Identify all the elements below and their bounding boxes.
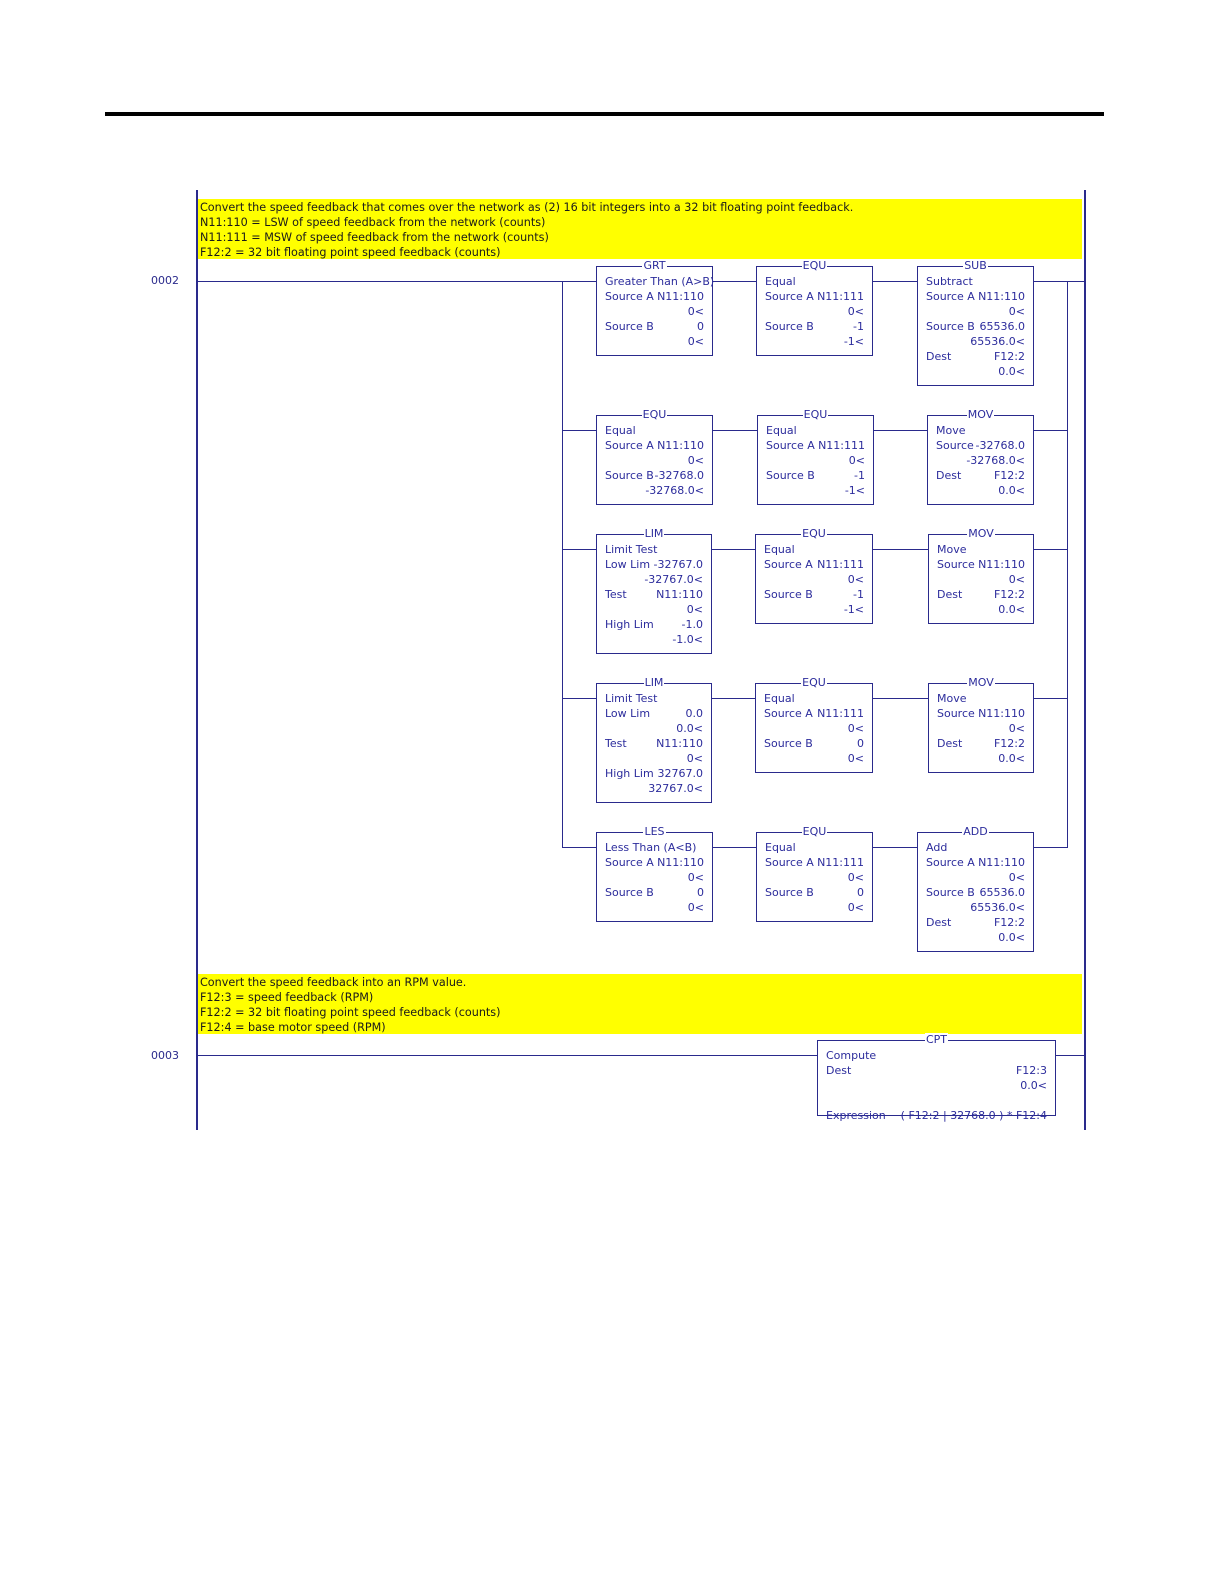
operand-value[interactable]: 0< <box>847 752 864 765</box>
wire <box>562 430 596 431</box>
instruction-row <box>766 438 865 453</box>
mnemonic-text: EQU <box>803 408 828 421</box>
right-power-rail <box>1084 190 1086 1130</box>
operand-label: Source A <box>764 558 813 571</box>
mnemonic-text: EQU <box>802 676 826 689</box>
operand-label: Source A <box>605 856 654 869</box>
instruction-row <box>605 691 703 706</box>
wire <box>1034 430 1067 431</box>
wire <box>713 847 756 848</box>
instruction-row <box>605 632 703 647</box>
operand-value[interactable]: 0< <box>687 305 704 318</box>
instruction-row <box>605 483 704 498</box>
comment-line: F12:3 = speed feedback (RPM) <box>200 991 374 1004</box>
operand-value[interactable]: -32768.0 <box>654 469 704 482</box>
mnemonic-text: CPT <box>925 1033 948 1046</box>
instruction-row <box>937 721 1025 736</box>
operand-label: Source B <box>764 737 813 750</box>
operand-label: Move <box>936 424 966 437</box>
operand-value[interactable]: 0< <box>847 871 864 884</box>
instruction-row <box>765 840 864 855</box>
operand-label: Limit Test <box>605 692 658 705</box>
mnemonic-text: GRT <box>643 259 666 272</box>
instruction-row <box>764 542 864 557</box>
operand-label: Low Lim <box>605 558 651 571</box>
operand-label: Equal <box>605 424 636 437</box>
instruction-row <box>605 736 703 751</box>
operand-value[interactable]: -32767.0 <box>653 558 703 571</box>
operand-value[interactable]: 0< <box>687 454 704 467</box>
operand-value[interactable]: 0.0< <box>676 722 703 735</box>
operand-label: Source B <box>926 320 975 333</box>
instruction-grt[interactable] <box>596 259 715 356</box>
instruction-row <box>605 855 704 870</box>
instruction-row <box>826 1078 1047 1093</box>
instruction-row <box>937 706 1025 721</box>
operand-label: Source A <box>765 290 814 303</box>
instruction-row <box>765 870 864 885</box>
operand-value[interactable]: N11:111 <box>817 707 864 720</box>
instruction-row <box>936 453 1025 468</box>
instruction-row <box>926 274 1025 289</box>
mnemonic-text: MOV <box>967 408 994 421</box>
instruction-mnemonic <box>756 527 872 541</box>
operand-label: Compute <box>826 1049 877 1062</box>
wire <box>562 281 596 282</box>
operand-value[interactable]: -32768.0< <box>645 484 704 497</box>
wire <box>1034 698 1067 699</box>
instruction-row <box>937 587 1025 602</box>
instruction-mnemonic <box>928 408 1033 422</box>
operand-label: Equal <box>765 275 796 288</box>
operand-value[interactable]: 0< <box>686 603 703 616</box>
operand-value[interactable]: 0< <box>847 722 864 735</box>
instruction-row <box>937 557 1025 572</box>
operand-value[interactable]: 0 <box>697 320 704 333</box>
comment-line: F12:4 = base motor speed (RPM) <box>200 1021 386 1034</box>
instruction-sub[interactable] <box>917 259 1034 386</box>
instruction-row <box>605 289 704 304</box>
instruction-equ[interactable] <box>757 408 874 505</box>
instruction-row <box>605 721 703 736</box>
mnemonic-text: EQU <box>642 408 667 421</box>
instruction-row <box>605 840 704 855</box>
operand-value[interactable]: -32768.0< <box>966 454 1025 467</box>
operand-label: Dest <box>926 916 952 929</box>
instruction-row <box>605 751 703 766</box>
wire <box>197 281 596 282</box>
wire <box>562 549 596 550</box>
rung-number[interactable]: 0003 <box>151 1049 179 1062</box>
instruction-row <box>765 334 864 349</box>
instruction-row <box>605 468 704 483</box>
operand-value[interactable]: F12:3 <box>1015 1064 1047 1077</box>
comment-line: F12:2 = 32 bit floating point speed feedback (counts) <box>200 1006 501 1019</box>
operand-value[interactable]: 0< <box>1008 573 1025 586</box>
operand-value[interactable]: 0 <box>857 737 864 750</box>
operand-value[interactable]: 65536.0< <box>970 335 1025 348</box>
operand-value[interactable]: 0.0< <box>998 931 1025 944</box>
instruction-lim[interactable] <box>596 676 712 803</box>
wire <box>197 1055 817 1056</box>
operand-label: Source B <box>764 588 813 601</box>
operand-value[interactable]: 0< <box>687 335 704 348</box>
wire <box>873 281 917 282</box>
wire <box>712 698 755 699</box>
operand-label: Source B <box>605 320 654 333</box>
instruction-row <box>605 334 704 349</box>
operand-value[interactable]: 0 <box>697 886 704 899</box>
instruction-row <box>764 691 864 706</box>
instruction-add[interactable] <box>917 825 1034 952</box>
operand-label: Source <box>936 439 974 452</box>
instruction-mnemonic <box>597 825 712 839</box>
operand-label: Test <box>605 588 627 601</box>
instruction-row <box>764 587 864 602</box>
instruction-row <box>926 349 1025 364</box>
instruction-row <box>926 870 1025 885</box>
instruction-row <box>826 1108 1047 1123</box>
mnemonic-text: LIM <box>644 676 664 689</box>
operand-value[interactable]: F12:2 <box>993 916 1025 929</box>
operand-value[interactable]: 0< <box>848 454 865 467</box>
operand-value[interactable]: -1< <box>844 484 865 497</box>
instruction-row <box>936 438 1025 453</box>
operand-label: Source B <box>605 469 654 482</box>
instruction-lim[interactable] <box>596 527 712 654</box>
instruction-row <box>926 289 1025 304</box>
instruction-row <box>764 721 864 736</box>
instruction-row <box>605 423 704 438</box>
instruction-row <box>926 364 1025 379</box>
instruction-row <box>605 885 704 900</box>
instruction-row <box>764 557 864 572</box>
operand-value[interactable]: -1 <box>853 588 864 601</box>
operand-value[interactable]: -32768.0 <box>975 439 1025 452</box>
instruction-row <box>937 602 1025 617</box>
header-rule <box>105 112 1104 116</box>
operand-label: Equal <box>764 543 795 556</box>
instruction-row <box>766 483 865 498</box>
instruction-row <box>926 334 1025 349</box>
instruction-row <box>605 706 703 721</box>
operand-value[interactable]: N11:111 <box>818 439 865 452</box>
instruction-row <box>764 572 864 587</box>
instruction-mov[interactable] <box>928 676 1034 773</box>
operand-label: Greater Than (A>B) <box>605 275 715 288</box>
operand-label: High Lim <box>605 767 654 780</box>
wire <box>873 847 917 848</box>
operand-value[interactable]: 0< <box>847 573 864 586</box>
operand-label: Source A <box>765 856 814 869</box>
operand-label: Source A <box>764 707 813 720</box>
mnemonic-text: MOV <box>968 527 994 540</box>
operand-value[interactable]: N11:110 <box>657 439 704 452</box>
operand-label: Equal <box>764 692 795 705</box>
comment-line: F12:2 = 32 bit floating point speed feedback (counts) <box>200 246 501 259</box>
operand-value[interactable]: -1.0 <box>681 618 703 631</box>
instruction-row <box>766 453 865 468</box>
instruction-mnemonic <box>918 825 1033 839</box>
rung-number[interactable]: 0002 <box>151 274 179 287</box>
instruction-row <box>605 453 704 468</box>
instruction-mov[interactable] <box>928 527 1034 624</box>
operand-label: Source A <box>926 856 975 869</box>
operand-label: Expression <box>826 1109 886 1122</box>
operand-label: Equal <box>765 841 796 854</box>
instruction-equ[interactable] <box>755 527 873 624</box>
operand-label: Dest <box>937 737 963 750</box>
operand-value[interactable]: 32767.0 <box>657 767 703 780</box>
instruction-equ[interactable] <box>755 676 873 773</box>
instruction-mnemonic <box>597 676 711 690</box>
operand-value[interactable]: F12:2 <box>993 588 1025 601</box>
instruction-row <box>926 930 1025 945</box>
wire <box>562 847 596 848</box>
operand-value[interactable]: 32767.0< <box>648 782 703 795</box>
left-power-rail <box>196 190 198 1130</box>
wire <box>712 549 755 550</box>
comment-line: N11:110 = LSW of speed feedback from the network (counts) <box>200 216 546 229</box>
instruction-row <box>764 751 864 766</box>
mnemonic-text: EQU <box>802 825 827 838</box>
operand-label: Source B <box>605 886 654 899</box>
instruction-les[interactable] <box>596 825 713 922</box>
operand-value[interactable]: 0.0< <box>998 752 1025 765</box>
wire <box>1067 281 1068 848</box>
wire <box>873 698 928 699</box>
operand-value[interactable]: 0< <box>1008 871 1025 884</box>
operand-value[interactable]: N11:110 <box>657 856 704 869</box>
operand-label: Source B <box>926 886 975 899</box>
wire <box>713 430 757 431</box>
instruction-row <box>605 274 715 289</box>
instruction-row <box>605 900 704 915</box>
operand-value[interactable]: -1< <box>843 335 864 348</box>
operand-label: Move <box>937 692 967 705</box>
operand-value[interactable]: -1 <box>853 320 864 333</box>
instruction-row <box>936 468 1025 483</box>
operand-value[interactable]: 0.0< <box>998 603 1025 616</box>
instruction-row <box>926 319 1025 334</box>
instruction-row <box>937 751 1025 766</box>
operand-label: Dest <box>936 469 962 482</box>
wire <box>713 281 756 282</box>
operand-value[interactable]: 0< <box>1008 305 1025 318</box>
operand-value[interactable]: 0< <box>687 901 704 914</box>
operand-label: Subtract <box>926 275 973 288</box>
operand-value[interactable]: 0.0< <box>998 365 1025 378</box>
operand-label: Less Than (A<B) <box>605 841 697 854</box>
instruction-row <box>605 617 703 632</box>
instruction-row <box>937 736 1025 751</box>
operand-value[interactable]: -1.0< <box>672 633 703 646</box>
instruction-row <box>605 319 704 334</box>
mnemonic-text: EQU <box>802 259 827 272</box>
operand-value[interactable]: F12:2 <box>993 469 1025 482</box>
instruction-row <box>826 1063 1047 1078</box>
instruction-row <box>605 304 704 319</box>
operand-value[interactable]: N11:111 <box>817 558 864 571</box>
instruction-row <box>605 781 703 796</box>
operand-value[interactable]: F12:2 <box>993 350 1025 363</box>
instruction-row <box>765 304 864 319</box>
mnemonic-text: MOV <box>968 676 994 689</box>
instruction-mnemonic <box>818 1033 1055 1047</box>
operand-value[interactable]: 65536.0 <box>979 886 1025 899</box>
operand-label: Source B <box>765 886 814 899</box>
mnemonic-text: LES <box>644 825 665 838</box>
wire <box>1034 847 1067 848</box>
mnemonic-text: EQU <box>802 527 826 540</box>
wire <box>562 698 596 699</box>
operand-value[interactable]: N11:110 <box>656 737 703 750</box>
comment-line: N11:111 = MSW of speed feedback from the network (counts) <box>200 231 549 244</box>
instruction-row <box>764 706 864 721</box>
instruction-mnemonic <box>758 408 873 422</box>
operand-value[interactable]: 0.0< <box>998 484 1025 497</box>
instruction-mnemonic <box>757 259 872 273</box>
operand-label: Dest <box>826 1064 852 1077</box>
wire <box>1034 281 1067 282</box>
operand-label: Source B <box>765 320 814 333</box>
instruction-row <box>605 766 703 781</box>
instruction-equ[interactable] <box>756 259 873 356</box>
instruction-row <box>765 319 864 334</box>
instruction-row <box>937 691 1025 706</box>
instruction-row <box>605 572 703 587</box>
operand-value[interactable]: N11:110 <box>657 290 704 303</box>
operand-value[interactable]: ( F12:2 | 32768.0 ) * F12:4 <box>900 1109 1047 1122</box>
wire <box>874 430 927 431</box>
instruction-mnemonic <box>597 408 712 422</box>
operand-label: Move <box>937 543 967 556</box>
operand-label: High Lim <box>605 618 654 631</box>
operand-value[interactable]: F12:2 <box>993 737 1025 750</box>
instruction-equ[interactable] <box>756 825 873 922</box>
instruction-row <box>926 915 1025 930</box>
instruction-row <box>926 900 1025 915</box>
rung-comment-0003 <box>197 974 1082 1034</box>
operand-value[interactable]: 0 <box>857 886 864 899</box>
operand-label: Source A <box>605 290 654 303</box>
instruction-mov[interactable] <box>927 408 1034 505</box>
instruction-row <box>605 602 703 617</box>
instruction-row <box>936 483 1025 498</box>
wire <box>873 549 928 550</box>
operand-value[interactable]: 0< <box>687 871 704 884</box>
instruction-cpt[interactable] <box>817 1033 1056 1122</box>
instruction-row <box>936 423 1025 438</box>
instruction-row <box>764 736 864 751</box>
mnemonic-text: ADD <box>963 825 988 838</box>
instruction-row <box>764 602 864 617</box>
operand-label: Dest <box>937 588 963 601</box>
operand-label: Source A <box>766 439 815 452</box>
operand-value[interactable]: 0< <box>686 752 703 765</box>
instruction-row <box>605 542 703 557</box>
operand-value[interactable]: 65536.0< <box>970 901 1025 914</box>
operand-value[interactable]: -1< <box>843 603 864 616</box>
operand-label: Dest <box>926 350 952 363</box>
instruction-row <box>605 870 704 885</box>
instruction-equ[interactable] <box>596 408 713 505</box>
instruction-row <box>766 423 865 438</box>
instruction-mnemonic <box>597 259 712 273</box>
instruction-mnemonic <box>929 676 1033 690</box>
comment-line: Convert the speed feedback that comes over the network as (2) 16 bit integers into a 32 bit floating point feedback. <box>200 201 854 214</box>
instruction-row <box>766 468 865 483</box>
operand-value[interactable]: N11:110 <box>978 856 1025 869</box>
instruction-row <box>765 289 864 304</box>
operand-label: Source <box>937 558 975 571</box>
instruction-row <box>937 572 1025 587</box>
instruction-row <box>926 304 1025 319</box>
operand-value[interactable]: N11:110 <box>656 588 703 601</box>
instruction-row <box>937 542 1025 557</box>
operand-label: Low Lim <box>605 707 651 720</box>
operand-value[interactable]: 0< <box>1008 722 1025 735</box>
instruction-row <box>605 438 704 453</box>
comment-line: Convert the speed feedback into an RPM value. <box>200 976 467 989</box>
mnemonic-text: LIM <box>644 527 664 540</box>
instruction-mnemonic <box>918 259 1033 273</box>
instruction-row <box>926 840 1025 855</box>
instruction-row <box>926 885 1025 900</box>
mnemonic-text: SUB <box>964 259 987 272</box>
operand-label: Source A <box>926 290 975 303</box>
operand-value[interactable]: N11:110 <box>978 707 1025 720</box>
operand-label: Source B <box>766 469 815 482</box>
instruction-row <box>765 900 864 915</box>
wire <box>1034 549 1067 550</box>
operand-label: Equal <box>766 424 797 437</box>
operand-value[interactable]: N11:110 <box>978 290 1025 303</box>
instruction-mnemonic <box>929 527 1033 541</box>
operand-value[interactable]: N11:111 <box>817 290 864 303</box>
operand-value[interactable]: N11:110 <box>978 558 1025 571</box>
operand-value[interactable]: -1 <box>854 469 865 482</box>
operand-label: Test <box>605 737 627 750</box>
instruction-row <box>926 855 1025 870</box>
operand-value[interactable]: 65536.0 <box>979 320 1025 333</box>
instruction-row <box>765 885 864 900</box>
operand-label: Limit Test <box>605 543 658 556</box>
operand-label: Add <box>926 841 948 854</box>
operand-value[interactable]: 0.0 <box>685 707 703 720</box>
instruction-row <box>605 587 703 602</box>
operand-label: Source A <box>605 439 654 452</box>
instruction-row <box>826 1048 1047 1063</box>
operand-value[interactable]: -32767.0< <box>644 573 703 586</box>
instruction-row <box>765 855 864 870</box>
operand-value[interactable]: 0< <box>847 901 864 914</box>
instruction-mnemonic <box>597 527 711 541</box>
operand-label: Source <box>937 707 975 720</box>
operand-value[interactable]: 0.0< <box>1020 1079 1047 1092</box>
operand-value[interactable]: N11:111 <box>817 856 864 869</box>
rung-comment-0002 <box>197 199 1082 259</box>
wire <box>562 281 563 848</box>
wire <box>1056 1055 1085 1056</box>
instruction-row <box>605 557 703 572</box>
instruction-mnemonic <box>757 825 872 839</box>
instruction-row <box>765 274 864 289</box>
instruction-mnemonic <box>756 676 872 690</box>
operand-value[interactable]: 0< <box>847 305 864 318</box>
